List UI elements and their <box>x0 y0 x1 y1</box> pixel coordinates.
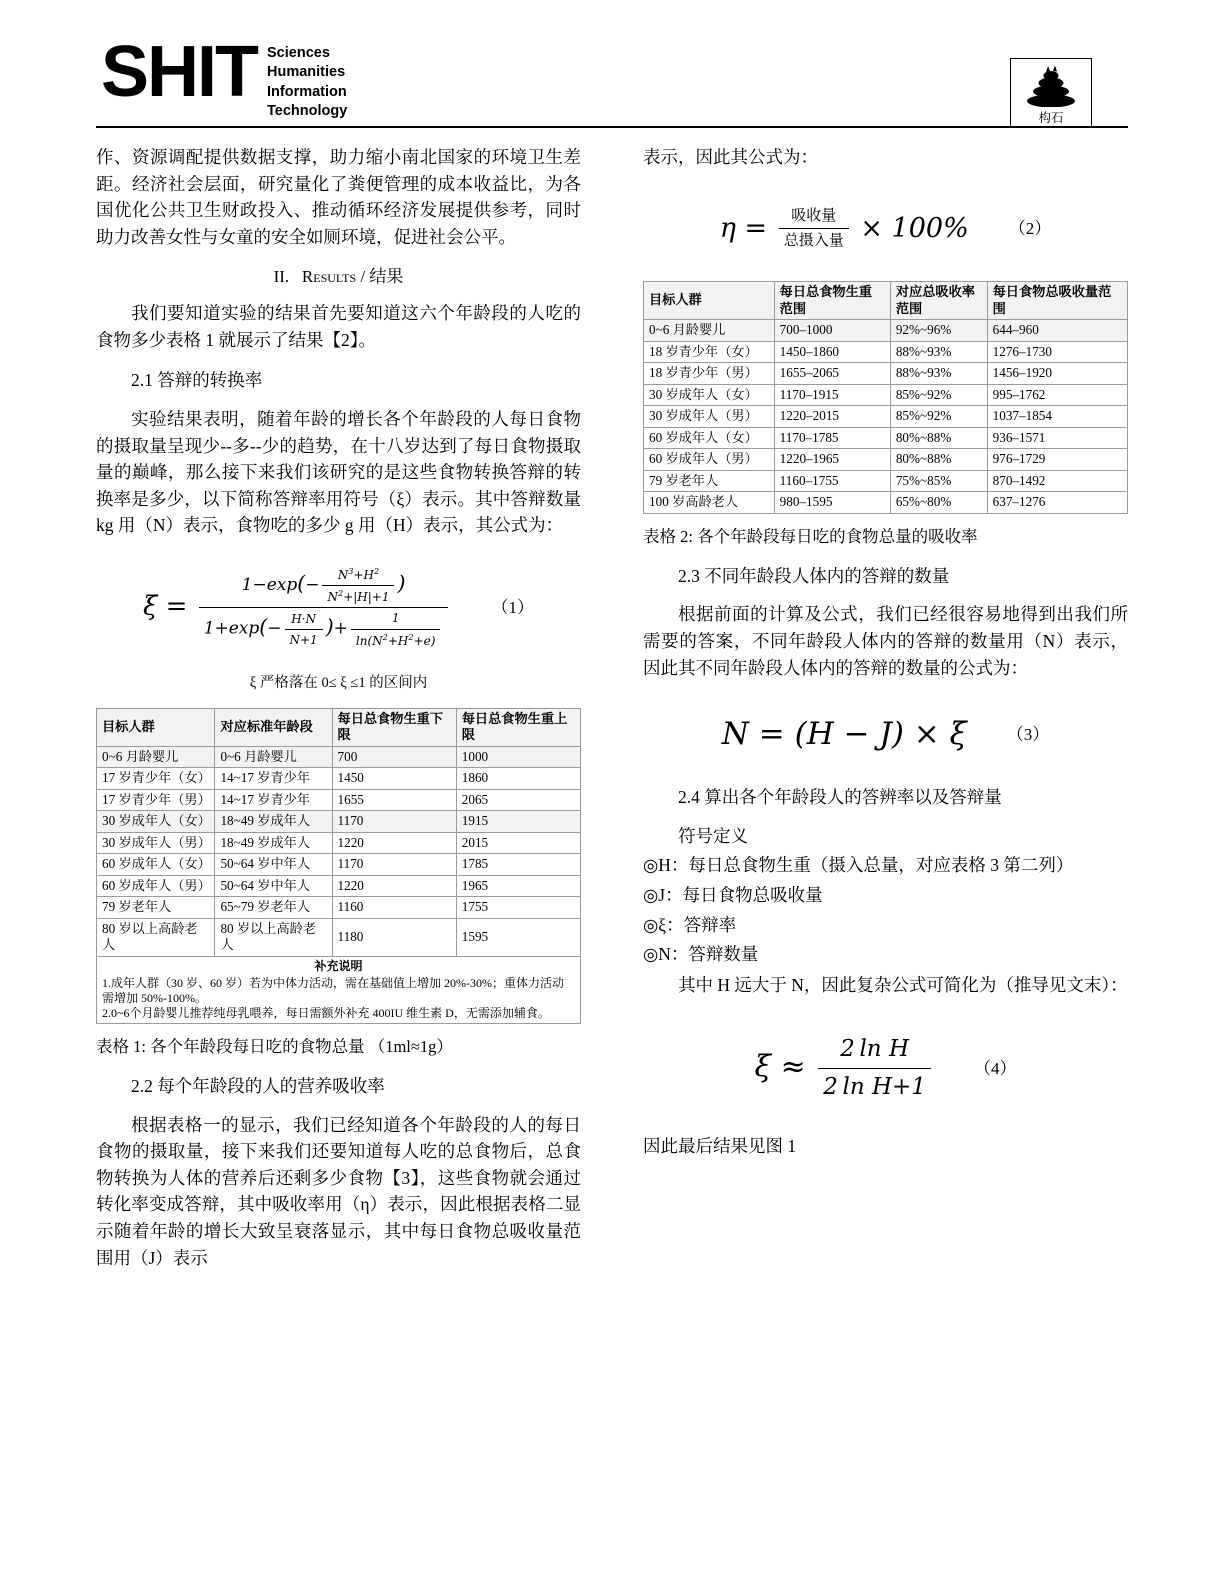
table-row <box>644 492 1128 514</box>
table-2-cell: 18 岁青少年（女） <box>644 341 775 363</box>
table-row <box>97 897 581 919</box>
table-row <box>644 341 1128 363</box>
table-2-cell: 700–1000 <box>774 320 890 342</box>
table-1-header-row <box>97 708 581 746</box>
formula-2 <box>643 205 1128 254</box>
symbol-definition-h: ◎H：每日总食物生重（摄入总量，对应表格 3 第二列） <box>643 855 1074 876</box>
section-heading-results <box>96 264 581 290</box>
poop-pile-icon <box>1024 63 1078 107</box>
formula-1 <box>96 565 581 650</box>
paragraph-2-3: 根据前面的计算及公式，我们已经很容易地得到出我们所需要的答案，不同年龄段人体内的答辩的数量用（N）表示，因此其不同年龄段人体内的答辩的数量的公式为： <box>643 604 1128 678</box>
table-2-cell: 1450–1860 <box>774 341 890 363</box>
formula-2-expression <box>720 205 969 254</box>
table-1-cell: 80 岁以上高龄老人 <box>97 918 215 956</box>
logo-expansion-line-3: Information <box>267 83 347 100</box>
formula-1-note: ξ 严格落在 0≤ ξ ≤1 的区间内 <box>249 674 428 691</box>
table-1-col-2: 每日总食物生重下限 <box>332 708 456 746</box>
table-2-cell: 980–1595 <box>774 492 890 514</box>
table-1-cell: 1220 <box>332 832 456 854</box>
table-row <box>644 320 1128 342</box>
table-1-cell: 14~17 岁青少年 <box>215 789 332 811</box>
symbol-definitions-heading: 符号定义 <box>678 825 748 846</box>
table-1-cell: 50~64 岁中年人 <box>215 854 332 876</box>
table-row <box>97 789 581 811</box>
table-2 <box>643 281 1128 514</box>
table-1-cell: 1860 <box>456 768 580 790</box>
table-1-cell: 60 岁成年人（女） <box>97 854 215 876</box>
table-1-cell: 60 岁成年人（男） <box>97 875 215 897</box>
formula-2-denominator: 总摄入量 <box>779 228 849 253</box>
table-2-cell: 30 岁成年人（女） <box>644 384 775 406</box>
caption-table-2: 表格 2: 各个年龄段每日吃的食物总量的吸收率 <box>643 526 978 546</box>
table-1-cell: 0~6 月龄婴儿 <box>215 746 332 768</box>
table-1-cell: 14~17 岁青少年 <box>215 768 332 790</box>
subheading-2-4: 2.4 算出各个年龄段人的答辨率以及答辩量 <box>678 787 1002 808</box>
right-column <box>643 144 1128 1285</box>
table-1-cell: 1170 <box>332 811 456 833</box>
table-1-cell: 50~64 岁中年人 <box>215 875 332 897</box>
table-1-cell: 1160 <box>332 897 456 919</box>
subheading-2-1: 2.1 答辩的转换率 <box>131 370 263 391</box>
formula-4-expression: ξ ≈ $\frac{\text{2 ln H}}{\text{2 ln H+1}}$ <box>755 1032 934 1105</box>
table-2-cell: 30 岁成年人（男） <box>644 406 775 428</box>
table-2-cell: 65%~80% <box>890 492 987 514</box>
table-2-cell: 1220–1965 <box>774 449 890 471</box>
symbol-definition-j: ◎J：每日食物总吸收量 <box>643 885 823 906</box>
table-1-cell: 1450 <box>332 768 456 790</box>
table-row <box>644 363 1128 385</box>
table-1-cell: 17 岁青少年（男） <box>97 789 215 811</box>
table-1-cell: 2065 <box>456 789 580 811</box>
table-2-cell: 1170–1785 <box>774 427 890 449</box>
logo-expansion-line-2: Humanities <box>267 64 346 81</box>
table-2-cell: 60 岁成年人（女） <box>644 427 775 449</box>
table-row <box>644 384 1128 406</box>
table-row <box>97 875 581 897</box>
table-1-cell: 17 岁青少年（女） <box>97 768 215 790</box>
table-1-note-row <box>97 956 581 1023</box>
table-row <box>644 427 1128 449</box>
table-2-cell: 85%~92% <box>890 384 987 406</box>
table-2-cell: 92%~96% <box>890 320 987 342</box>
page-header <box>96 30 1128 128</box>
symbol-definitions <box>643 823 1128 968</box>
header-divider <box>96 126 1128 128</box>
table-1-cell: 80 岁以上高龄老人 <box>215 918 332 956</box>
table-2-cell: 644–960 <box>987 320 1127 342</box>
publisher-badge <box>1010 58 1092 128</box>
table-1-col-1: 对应标准年龄段 <box>215 708 332 746</box>
table-2-cell: 80%~88% <box>890 427 987 449</box>
table-1-cell: 1220 <box>332 875 456 897</box>
paragraph-2-2: 根据表格一的显示，我们已经知道各个年龄段的人的每日食物的摄取量，接下来我们还要知道每人吃的总食物后，总食物转换为人体的营养后还剩多少食物【3】，这些食物就会通过转化率变成答辩，其中吸收率用（η）表示，因此根据表格二显示随着年龄的增长大致呈衰落显示，其中每日食物总吸收量范围用（J）表示 <box>96 1114 581 1268</box>
two-column-body <box>96 144 1128 1285</box>
logo-expansion-line-4: Technology <box>267 102 348 119</box>
formula-1-tag: （1） <box>491 597 534 617</box>
paragraph-simplify: 其中 H 远大于 N，因此复杂公式可简化为（推导见文末）： <box>678 974 1128 995</box>
formula-4-tag: （4） <box>973 1058 1017 1078</box>
table-2-cell: 1170–1915 <box>774 384 890 406</box>
table-1-cell: 1785 <box>456 854 580 876</box>
table-1-note <box>97 956 581 1023</box>
badge-label: 构石 <box>1038 111 1064 125</box>
paragraph-closing: 因此最后结果见图 1 <box>643 1136 797 1157</box>
table-row <box>644 449 1128 471</box>
table-1-note-line-1: 1.成年人群（30 岁、60 岁）若为中体力活动，需在基础值上增加 20%-30%；重体力活动需增加 50%-100%。 <box>102 975 564 1005</box>
table-2-cell: 1160–1755 <box>774 470 890 492</box>
symbol-definition-xi: ◎ξ：答辩率 <box>643 914 737 935</box>
table-2-cell: 0~6 月龄婴儿 <box>644 320 775 342</box>
table-1-cell: 1755 <box>456 897 580 919</box>
table-1-cell: 2015 <box>456 832 580 854</box>
table-1-note-title: 补充说明 <box>314 958 363 973</box>
section-number: II. <box>273 267 290 287</box>
formula-3 <box>643 711 1128 758</box>
table-1-cell: 1170 <box>332 854 456 876</box>
table-1-cell: 1180 <box>332 918 456 956</box>
formula-3-expression: N = (H − J) × ξ <box>721 716 967 753</box>
table-2-cell: 1456–1920 <box>987 363 1127 385</box>
table-1-cell: 1595 <box>456 918 580 956</box>
logo-expansion-line-1: Sciences <box>267 45 330 61</box>
table-1-cell: 30 岁成年人（女） <box>97 811 215 833</box>
table-2-col-0: 目标人群 <box>644 282 775 320</box>
table-2-cell: 1276–1730 <box>987 341 1127 363</box>
table-1-cell: 30 岁成年人（男） <box>97 832 215 854</box>
table-2-col-2: 对应总吸收率范围 <box>890 282 987 320</box>
table-2-cell: 976–1729 <box>987 449 1127 471</box>
caption-table-1: 表格 1: 各个年龄段每日吃的食物总量 （1ml≈1g） <box>96 1036 453 1056</box>
table-2-cell: 79 岁老年人 <box>644 470 775 492</box>
table-2-cell: 80%~88% <box>890 449 987 471</box>
table-2-cell: 60 岁成年人（男） <box>644 449 775 471</box>
journal-logo <box>101 32 348 121</box>
table-2-cell: 88%~93% <box>890 363 987 385</box>
table-row <box>97 854 581 876</box>
logo-wordmark: SHIT <box>101 32 258 112</box>
table-2-cell: 870–1492 <box>987 470 1127 492</box>
paragraph-results-intro: 我们要知道实验的结果首先要知道这六个年龄段的人吃的食物多少表格 1 就展示了结果【2】。 <box>96 303 581 350</box>
table-1-cell: 79 岁老年人 <box>97 897 215 919</box>
table-1-cell: 65~79 岁老年人 <box>215 897 332 919</box>
table-2-header-row <box>644 282 1128 320</box>
table-2-cell: 100 岁高龄老人 <box>644 492 775 514</box>
formula-4 <box>643 1032 1128 1105</box>
table-2-cell: 995–1762 <box>987 384 1127 406</box>
formula-2-lhs: η = <box>719 212 768 244</box>
table-row <box>97 811 581 833</box>
table-2-cell: 1655–2065 <box>774 363 890 385</box>
table-2-cell: 18 岁青少年（男） <box>644 363 775 385</box>
table-1-cell: 18~49 岁成年人 <box>215 811 332 833</box>
table-row <box>644 470 1128 492</box>
paragraph-lead: 表示，因此其公式为： <box>643 147 818 167</box>
table-2-cell: 637–1276 <box>987 492 1127 514</box>
paragraph-continued: 作、资源调配提供数据支撑，助力缩小南北国家的环境卫生差距。经济社会层面，研究量化了粪便管理的成本收益比，为各国优化公共卫生财政投入、推动循环经济发展提供参考，同时助力改善女性与女童的安全如厕环境，促进社会公平。 <box>96 147 581 247</box>
table-1-cell: 1655 <box>332 789 456 811</box>
table-1-cell: 700 <box>332 746 456 768</box>
table-1-note-line-2: 2.0~6个月龄婴儿推荐纯母乳喂养，每日需额外补充 400IU 维生素 D，无需添加辅食。 <box>102 1005 550 1020</box>
table-1-cell: 1915 <box>456 811 580 833</box>
section-title: Results / 结果 <box>301 267 404 287</box>
table-1-cell: 18~49 岁成年人 <box>215 832 332 854</box>
table-row <box>97 746 581 768</box>
table-1-cell: 1000 <box>456 746 580 768</box>
table-row <box>97 832 581 854</box>
table-1-col-3: 每日总食物生重上限 <box>456 708 580 746</box>
paragraph-2-1: 实验结果表明，随着年龄的增长各个年龄段的人每日食物的摄取量呈现少--多--少的趋势，在十八岁达到了每日食物摄取量的巅峰，那么接下来我们该研究的是这些食物转换答辩的转换率是多少，以下简称答辩率用符号（ξ）表示。其中答辩数量 kg 用（N）表示，食物吃的多少 g 用（H）表示，其公式为： <box>96 408 581 536</box>
subheading-2-2: 2.2 每个年龄段的人的营养吸收率 <box>131 1076 385 1096</box>
formula-2-rhs: × 100% <box>860 212 969 244</box>
subheading-2-3: 2.3 不同年龄段人体内的答辩的数量 <box>678 565 950 586</box>
table-2-col-1: 每日总食物生重范围 <box>774 282 890 320</box>
table-row <box>97 918 581 956</box>
table-1 <box>96 708 581 1024</box>
table-row <box>644 406 1128 428</box>
formula-3-tag: （3） <box>1006 724 1050 744</box>
left-column <box>96 144 581 1285</box>
table-1-cell: 1965 <box>456 875 580 897</box>
logo-expansion <box>267 44 347 121</box>
table-row <box>97 768 581 790</box>
formula-2-numerator: 吸收量 <box>791 207 837 224</box>
symbol-definition-n: ◎N：答辩数量 <box>643 944 759 965</box>
table-2-cell: 75%~85% <box>890 470 987 492</box>
formula-1-expression: ξ = 1−exp(− $\frac{N^3+H^2}{N^2+|H|+1}$ ) 1+exp(− $\frac{H\cdot N}{N+1}$ )+ $\frac{1}{\ln(N^2+H^2+e)}$ <box>143 565 451 650</box>
table-1-col-0: 目标人群 <box>97 708 215 746</box>
table-2-cell: 88%~93% <box>890 341 987 363</box>
table-2-col-3: 每日食物总吸收量范围 <box>987 282 1127 320</box>
table-1-cell: 0~6 月龄婴儿 <box>97 746 215 768</box>
table-2-cell: 936–1571 <box>987 427 1127 449</box>
table-2-cell: 1037–1854 <box>987 406 1127 428</box>
formula-2-tag: （2） <box>1008 218 1052 238</box>
table-2-cell: 1220–2015 <box>774 406 890 428</box>
table-2-cell: 85%~92% <box>890 406 987 428</box>
